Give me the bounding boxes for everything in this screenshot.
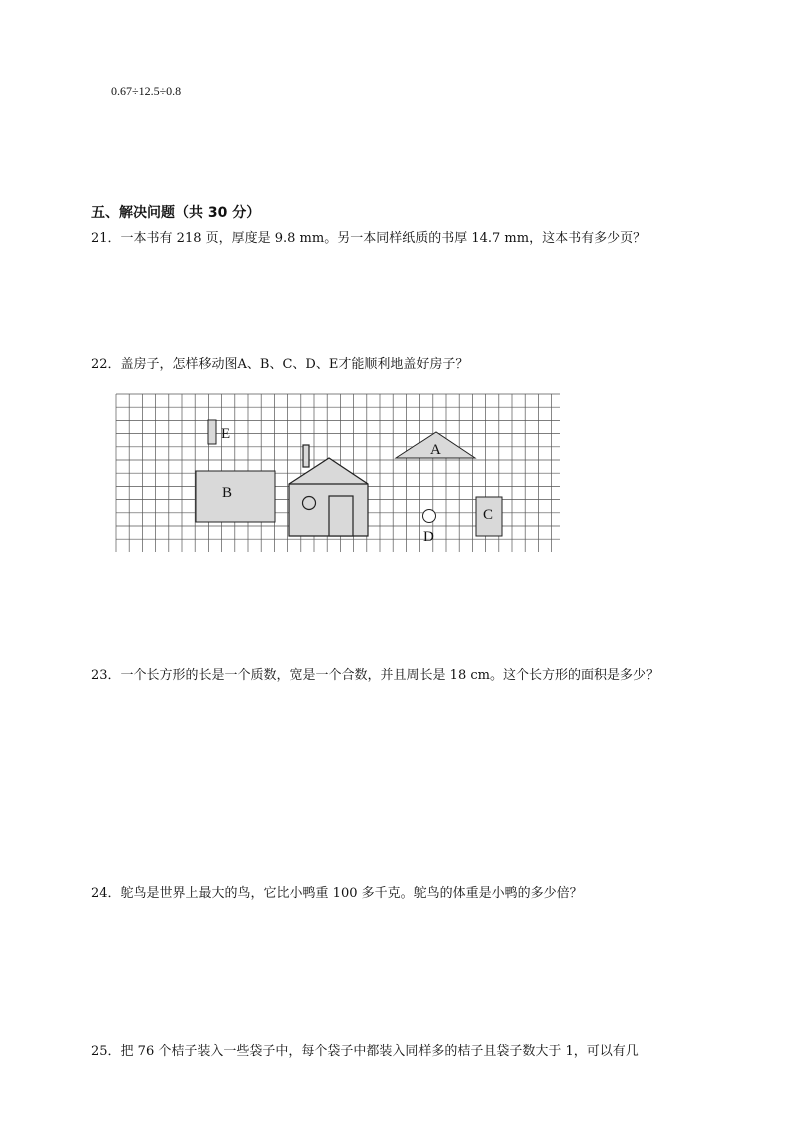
question-25: 25．把 76 个桔子装入一些袋子中，每个袋子中都装入同样多的桔子且袋子数大于 1，可以有几: [91, 1044, 639, 1059]
piece-d: [423, 510, 436, 523]
question-23: 23．一个长方形的长是一个质数，宽是一个合数，并且周长是 18 cm。这个长方形的面积是多少？: [91, 668, 659, 683]
house-grid-figure: [110, 388, 560, 552]
piece-b: [196, 471, 275, 522]
calculation-expression: 0.67÷12.5÷0.8: [111, 84, 182, 98]
label-a: A: [430, 442, 441, 458]
label-e: E: [221, 426, 231, 442]
piece-e: [208, 420, 216, 444]
house-chimney: [303, 445, 309, 467]
question-24: 24．鸵鸟是世界上最大的鸟，它比小鸭重 100 多千克。鸵鸟的体重是小鸭的多少倍？: [91, 886, 583, 901]
question-21: 21．一本书有 218 页，厚度是 9.8 mm。另一本同样纸质的书厚 14.7 mm，这本书有多少页？: [91, 231, 647, 246]
house-door: [329, 496, 353, 536]
label-c: C: [483, 507, 494, 523]
label-d: D: [423, 529, 434, 545]
section-title: 五、解决问题（共 30 分）: [91, 205, 261, 221]
house-window: [303, 497, 316, 510]
question-22: 22．盖房子，怎样移动图A、B、C、D、E才能顺利地盖好房子？: [91, 357, 469, 372]
label-b: B: [222, 485, 233, 501]
